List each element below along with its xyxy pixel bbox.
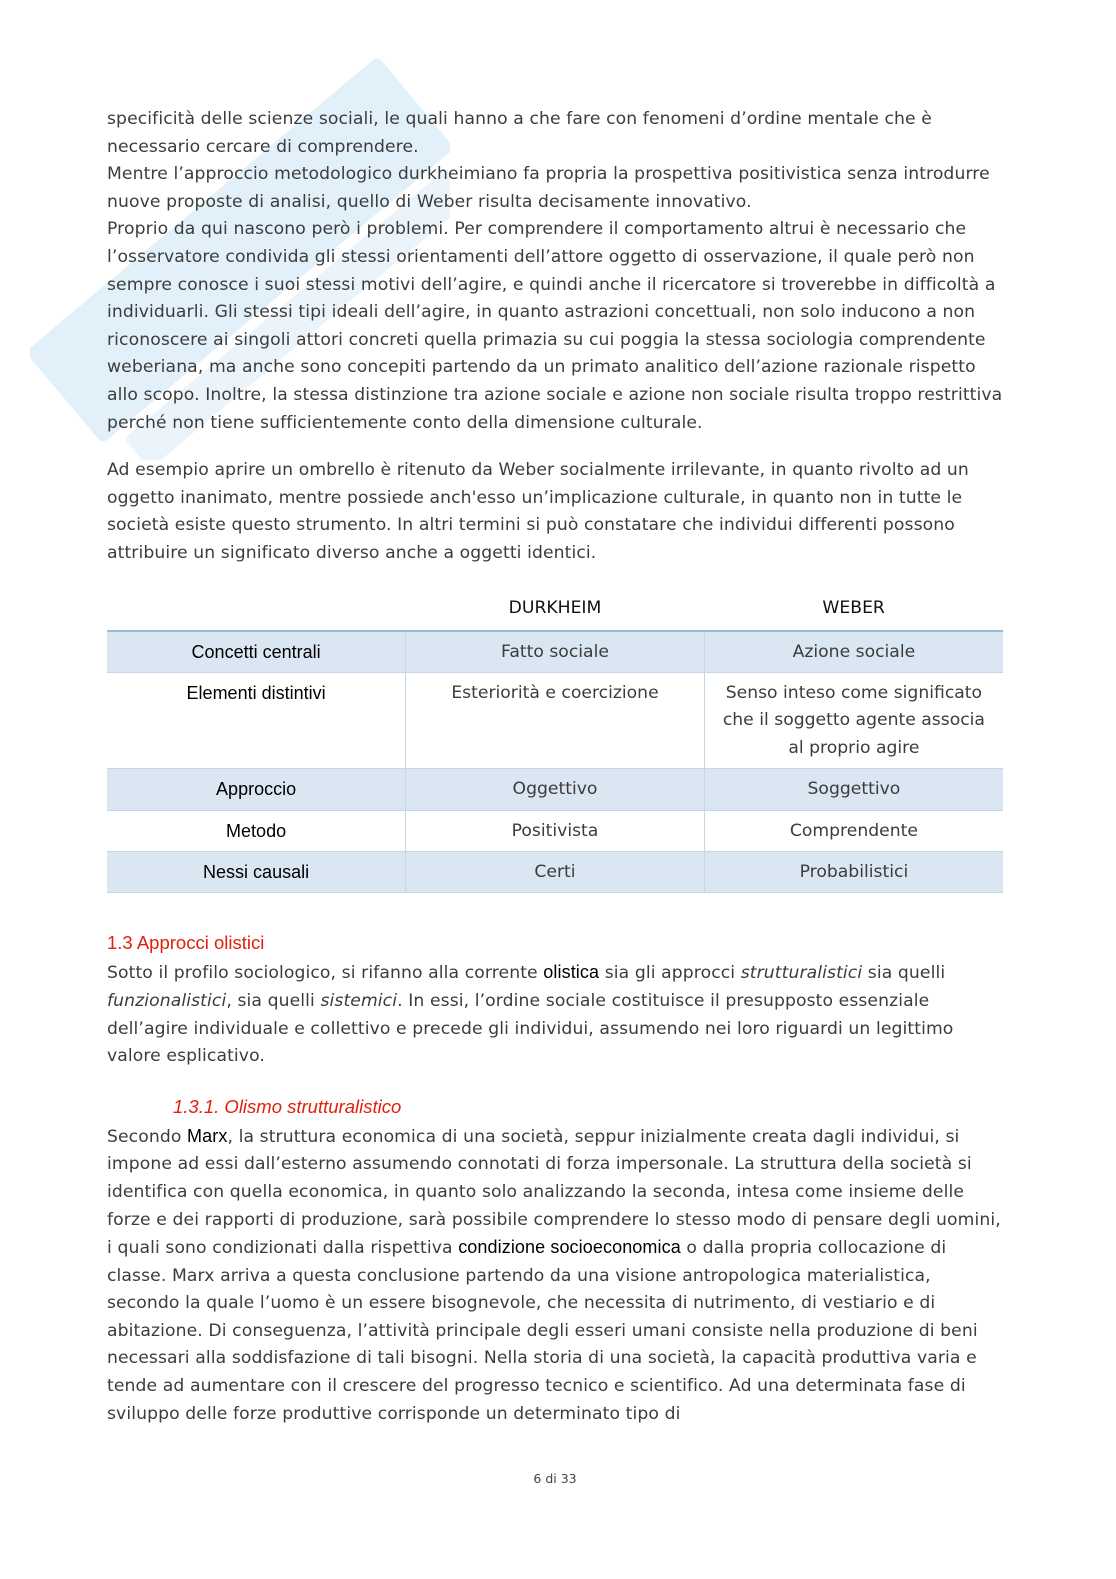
- emphasis-sistemici: sistemici: [320, 990, 398, 1011]
- page-number: 6 di 33: [533, 1471, 577, 1486]
- durkheim-cell: Certi: [406, 851, 705, 892]
- weber-cell: Soggettivo: [704, 769, 1003, 810]
- durkheim-cell: Oggettivo: [406, 769, 705, 810]
- header-weber: WEBER: [822, 597, 885, 618]
- paragraph-4: Ad esempio aprire un ombrello è ritenuto da Weber socialmente irrilevante, in quanto rivolto ad un oggetto inanimato, mentre possiede anch'esso un’implicazione culturale, in quanto non in tutte le società esiste questo strumento. In altri termini si può constatare che individui differenti possono attribuire un significato diverso anche a oggetti identici.: [107, 460, 969, 563]
- section-1-3-paragraph: [107, 959, 1007, 1070]
- text-run: sia gli approcci: [599, 963, 741, 984]
- section-heading-1-3-1: 1.3.1. Olismo strutturalistico: [173, 1095, 402, 1117]
- text-run: o dalla propria collocazione di classe. Marx arriva a questa conclusione partendo da una visione antropologica materialistica, secondo la quale l’uomo è un essere bisognevole, che necessita di nutrimento, di vestiario e di abitazione. Di conseguenza, l’attività principale degli esseri umani consiste nella produzione di beni necessari alla soddisfazione di tali bisogni. Nella storia di una società, la capacità produttiva varia e tende ad aumentare con il crescere del progresso tecnico e scientifico. Ad una determinata fase di sviluppo delle forze produttive corrisponde un determinato tipo di: [107, 1238, 978, 1424]
- row-label: Metodo: [107, 810, 406, 851]
- weber-cell: Senso inteso come significato che il soggetto agente associa al proprio agire: [704, 672, 1003, 768]
- text-run: sia quelli: [862, 963, 946, 984]
- row-label: Approccio: [107, 769, 406, 810]
- text-run: Sotto il profilo sociologico, si rifanno alla corrente: [107, 963, 544, 984]
- durkheim-cell: Fatto sociale: [406, 631, 705, 673]
- table-row: [107, 631, 1003, 673]
- section-1-3-1-paragraph: [107, 1123, 1007, 1429]
- keyword-marx: Marx: [187, 1125, 228, 1146]
- keyword-condizione-socioeconomica: condizione socioeconomica: [458, 1237, 681, 1258]
- durkheim-cell: Esteriorità e coercizione: [406, 672, 705, 768]
- row-label: Elementi distintivi: [107, 672, 406, 768]
- table-header-row: [107, 586, 1003, 631]
- text-run: . In essi, l’ordine sociale costituisce il presupposto essenziale dell’agire individuale e collettivo e precede gli individui, assumendo nei loro riguardi un legittimo valore esplicativo.: [107, 990, 954, 1067]
- table-row: [107, 810, 1003, 851]
- paragraph-1: specificità delle scienze sociali, le quali hanno a che fare con fenomeni d’ordine mentale che è necessario cercare di comprendere.: [107, 109, 932, 157]
- comparison-table: [107, 586, 1003, 894]
- durkheim-cell: Positivista: [406, 810, 705, 851]
- header-empty: [107, 586, 406, 631]
- page-content: [107, 106, 1007, 1428]
- header-durkheim: DURKHEIM: [508, 597, 602, 618]
- section-heading-1-3: 1.3 Approcci olistici: [107, 932, 265, 954]
- row-label: Concetti centrali: [107, 631, 406, 673]
- row-label: Nessi causali: [107, 851, 406, 892]
- weber-cell: Probabilistici: [704, 851, 1003, 892]
- weber-cell: Comprendente: [704, 810, 1003, 851]
- keyword-olistica: olistica: [543, 962, 600, 983]
- table-row: [107, 769, 1003, 810]
- table-row: [107, 851, 1003, 892]
- text-run: , sia quelli: [226, 990, 321, 1011]
- table-row: [107, 672, 1003, 768]
- emphasis-funzionalistici: funzionalistici: [107, 990, 227, 1011]
- emphasis-strutturalistici: strutturalistici: [740, 963, 863, 984]
- paragraph-2: Mentre l’approccio metodologico durkheimiano fa propria la prospettiva positivistica senza introdurre nuove proposte di analisi, quello di Weber risulta decisamente innovativo.: [107, 164, 990, 212]
- text-run: , la struttura economica di una società, seppur inizialmente creata dagli individui, si impone ad essi dall’esterno assumendo connotati di forza impersonale. La struttura della società si identifica con quella economica, in quanto solo analizzando la seconda, intesa come insieme delle forze e dei rapporti di produzione, sarà possibile comprendere lo stesso modo di pensare degli uomini, i quali sono condizionati dalla rispettiva: [107, 1126, 1001, 1259]
- paragraph-3: Proprio da qui nascono però i problemi. Per comprendere il comportamento altrui è necessario che l’osservatore condivida gli stessi orientamenti dell’attore oggetto di osservazione, il quale però non sempre conosce i suoi stessi motivi dell’agire, e quindi anche il ricercatore si troverebbe in difficoltà a individuarli. Gli stessi tipi ideali dell’agire, in quanto astrazioni concettuali, non solo inducono a non riconoscere ai singoli attori concreti quella primazia su cui poggia la stessa sociologia comprendente weberiana, ma anche sono concepiti partendo da un primato analitico dell’azione razionale rispetto allo scopo. Inoltre, la stessa distinzione tra azione sociale e azione non sociale risulta troppo restrittiva perché non tiene sufficientemente conto della dimensione culturale.: [107, 219, 1003, 433]
- weber-cell: Azione sociale: [704, 631, 1003, 673]
- text-run: Secondo: [107, 1126, 188, 1147]
